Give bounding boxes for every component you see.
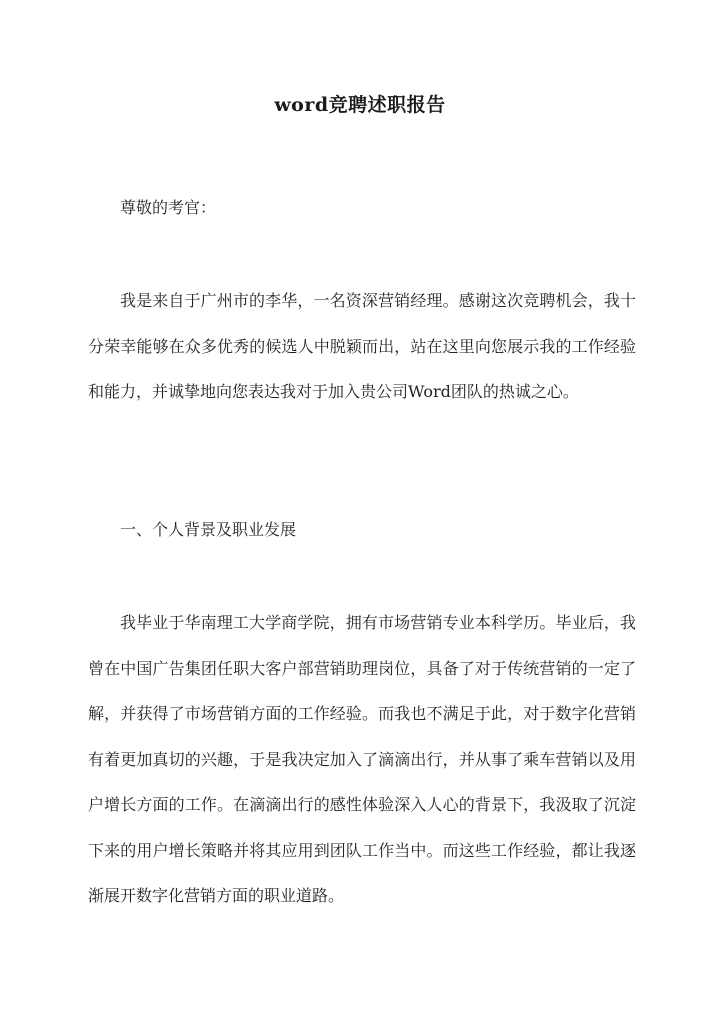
- section-body-background: 我毕业于华南理工大学商学院，拥有市场营销专业本科学历。毕业后，我曾在中国广告集团任职大客户部营销助理岗位，具备了对于传统营销的一定了解，并获得了市场营销方面的工作经验。而我也不满足于此，对于数字化营销有着更加真切的兴趣，于是我决定加入了滴滴出行，并从事了乘车营销以及用户增长方面的工作。在滴滴出行的感性体验深入人心的背景下，我汲取了沉淀下来的用户增长策略并将其应用到团队工作当中。而这些工作经验，都让我逐渐展开数字化营销方面的职业道路。: [88, 613, 636, 905]
- document-title: word竞聘述职报告: [274, 94, 446, 116]
- salutation: 尊敬的考官：: [120, 198, 217, 217]
- intro-paragraph: 我是来自于广州市的李华，一名资深营销经理。感谢这次竞聘机会，我十分荣幸能够在众多优秀的候选人中脱颖而出，站在这里向您展示我的工作经验和能力，并诚挚地向您表达我对于加入贵公司Word团队的热诚之心。: [88, 291, 636, 401]
- section-heading-background: 一、个人背景及职业发展: [120, 520, 297, 539]
